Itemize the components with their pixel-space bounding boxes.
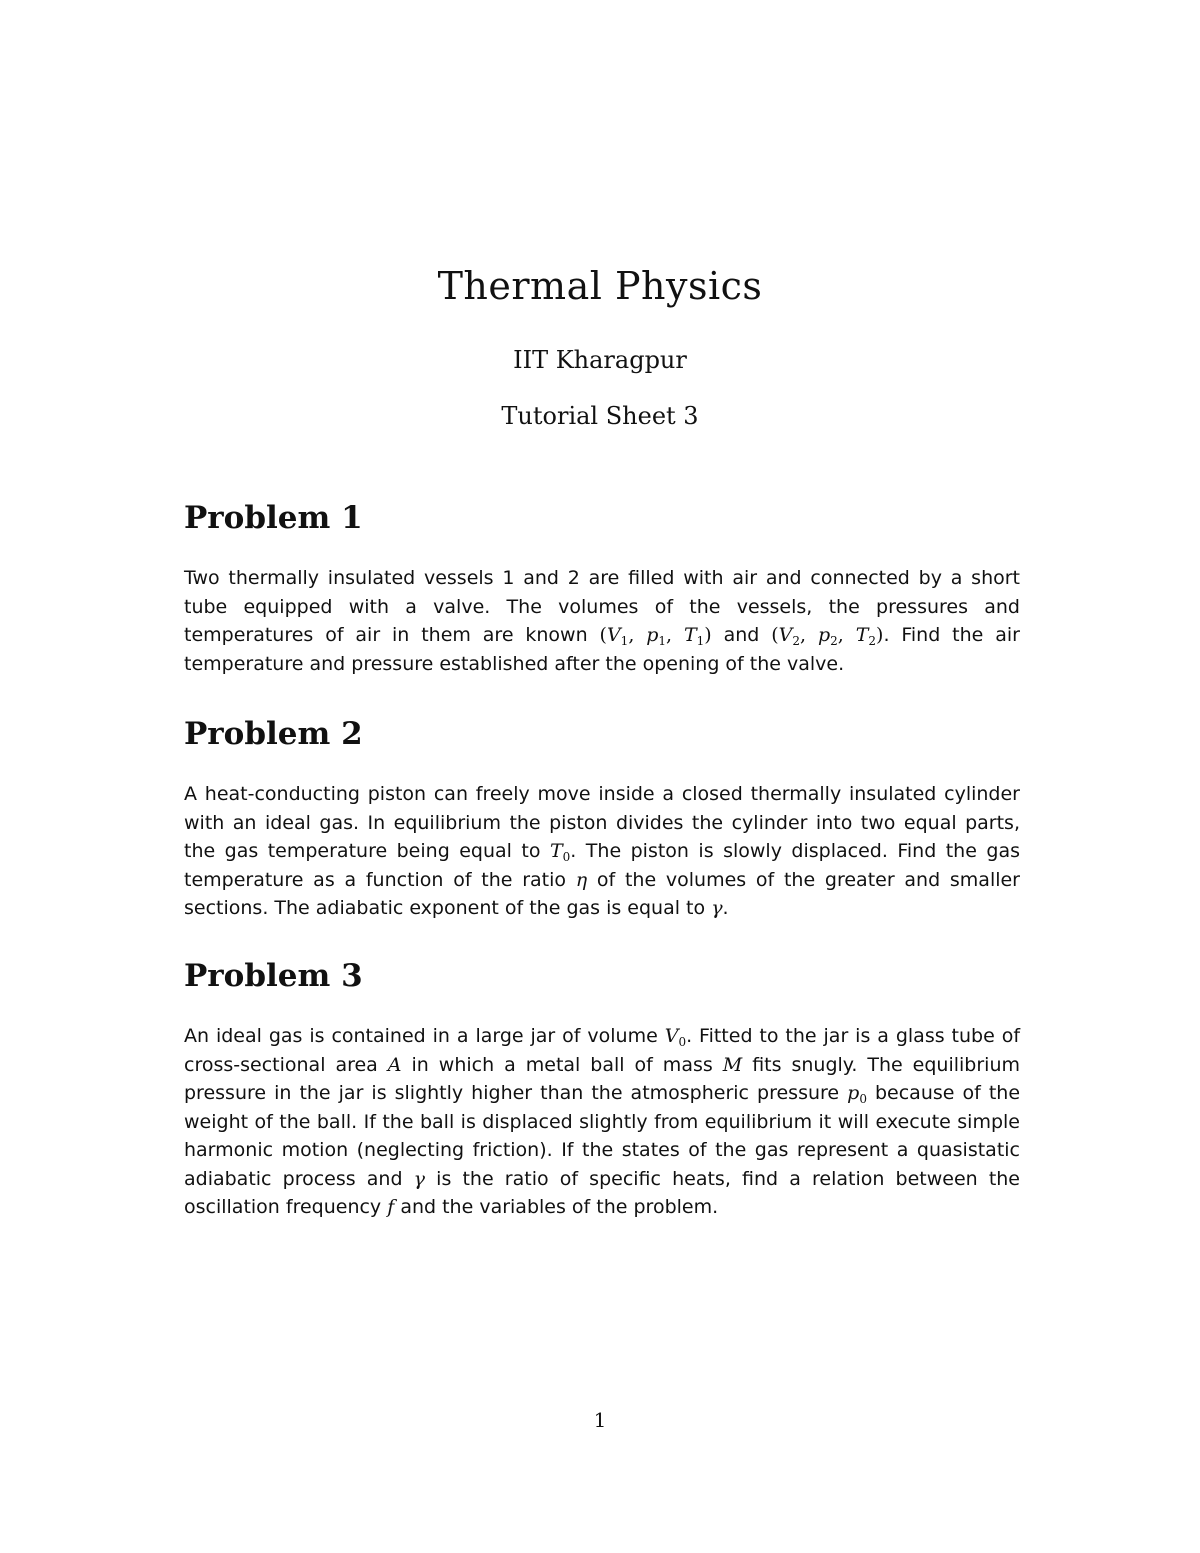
problem-3-text-part: in which a metal ball of mass: [401, 1053, 723, 1076]
problem-1-text-part: Two thermally insulated vessels 1 and 2 are filled with air and connected by a short tube equipped with a valve. The volumes of the vessels, the pressures and temperatures of air in them are known: [184, 567, 1020, 646]
problem-3-text-part: and the variables of the problem.: [394, 1196, 719, 1218]
document-title: Thermal Physics: [437, 264, 763, 308]
problem-2-text-part: .: [722, 897, 729, 919]
problem-2-section: [184, 716, 1020, 923]
problem-1-math-state-1: ($V_1$, $p_1$, $T_1$): [599, 624, 712, 648]
problem-1-text-part: . Find the air temperature and pressure established after the opening of the valve.: [184, 624, 1020, 675]
page-number: 1: [593, 1408, 607, 1432]
problem-1-section: [184, 500, 1020, 678]
problem-2-text-part: A heat-conducting piston can freely move inside a closed thermally insulated cylinder with an ideal gas. In equilibrium the piston divides the cylinder into two equal parts, the gas temperature being equal to: [184, 783, 1020, 862]
problem-3-section: [184, 958, 1020, 1222]
problem-2-text-part: of the volumes of the greater and smaller sections. The adiabatic exponent of the gas is equal to: [184, 868, 1020, 919]
problem-1-text: [184, 564, 1020, 678]
problem-3-math-gamma: γ: [413, 1167, 426, 1190]
problem-3-text-part: because of the weight of the ball. If the ball is displaced slightly from equilibrium it will execute simple harmonic motion (neglecting friction). If the states of the gas represent a quasistatic adiabatic process and: [184, 1082, 1021, 1190]
problem-3-text-part: . Fitted to the jar is a glass tube of cross-sectional area: [184, 1025, 1021, 1076]
problem-3-text-part: An ideal gas is contained in a large jar of volume: [184, 1025, 665, 1047]
sheet-label: Tutorial Sheet 3: [501, 402, 699, 430]
problem-1-heading: Problem 1: [184, 500, 363, 536]
problem-3-text-part: fits snugly. The equilibrium pressure in the jar is slightly higher than the atmospheric pressure: [184, 1053, 1020, 1104]
problem-2-math-ratio: η: [575, 868, 588, 891]
problem-1-text-part: and: [711, 624, 772, 646]
institution-name: IIT Kharagpur: [513, 346, 687, 374]
problem-2-math-temperature: $T_0$: [549, 840, 571, 864]
problem-2-math-gamma: γ: [711, 897, 723, 919]
problem-3-text-part: is the ratio of specific heats, find a relation between the oscillation frequency: [184, 1167, 1020, 1218]
problem-3-text: [184, 1022, 1020, 1222]
problem-3-math-pressure: $p_0$: [847, 1082, 867, 1106]
problem-3-math-frequency: f: [387, 1196, 395, 1218]
problem-3-math-area: A: [387, 1053, 402, 1076]
problem-2-heading: Problem 2: [184, 716, 363, 752]
problem-2-text-part: . The piston is slowly displaced. Find the gas temperature as a function of the ratio: [184, 840, 1020, 891]
problem-3-heading: Problem 3: [184, 958, 363, 994]
problem-3-math-mass: M: [722, 1053, 743, 1076]
problem-2-text: [184, 780, 1020, 923]
problem-1-math-state-2: ($V_2$, $p_2$, $T_2$): [771, 624, 884, 648]
problem-3-math-volume: $V_0$: [664, 1025, 687, 1049]
